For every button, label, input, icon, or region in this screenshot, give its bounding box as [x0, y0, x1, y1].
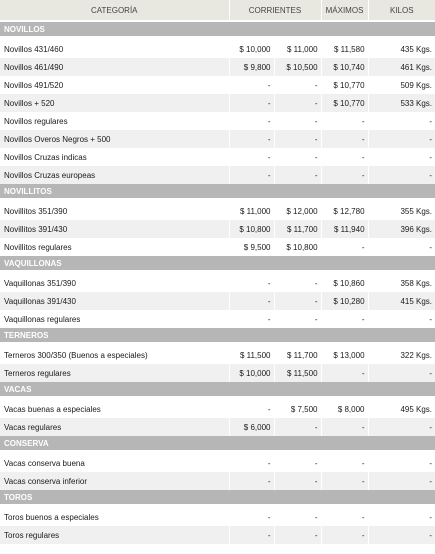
table-row: [0, 112, 435, 130]
corrientes-min-cell: -: [229, 292, 274, 310]
corrientes-max-cell: -: [274, 526, 321, 544]
category-cell: Toros buenos a especiales: [0, 506, 229, 526]
kilos-cell: 461 Kgs.: [368, 58, 435, 76]
corrientes-max-cell: -: [274, 472, 321, 490]
corrientes-min-cell: $ 10,000: [229, 364, 274, 382]
table-row: [0, 344, 435, 364]
maximos-cell: -: [321, 166, 368, 184]
corrientes-max-cell: -: [274, 130, 321, 148]
section-title: TERNEROS: [0, 328, 435, 344]
kilos-cell: -: [368, 506, 435, 526]
table-row: [0, 200, 435, 220]
kilos-cell: 533 Kgs.: [368, 94, 435, 112]
category-cell: Novillos regulares: [0, 112, 229, 130]
maximos-cell: -: [321, 418, 368, 436]
table-row: [0, 130, 435, 148]
kilos-cell: -: [368, 112, 435, 130]
category-cell: Toros regulares: [0, 526, 229, 544]
table-header: [0, 0, 435, 21]
corrientes-min-cell: -: [229, 452, 274, 472]
corrientes-min-cell: -: [229, 506, 274, 526]
header-corrientes: CORRIENTES: [229, 0, 321, 21]
corrientes-min-cell: -: [229, 166, 274, 184]
corrientes-max-cell: $ 11,700: [274, 344, 321, 364]
table-row: [0, 238, 435, 256]
table-row: [0, 58, 435, 76]
category-cell: Terneros regulares: [0, 364, 229, 382]
corrientes-max-cell: -: [274, 94, 321, 112]
table-row: [0, 526, 435, 544]
corrientes-max-cell: $ 12,000: [274, 200, 321, 220]
section-title: VACAS: [0, 382, 435, 398]
kilos-cell: 358 Kgs.: [368, 272, 435, 292]
corrientes-min-cell: -: [229, 94, 274, 112]
corrientes-min-cell: $ 6,000: [229, 418, 274, 436]
kilos-cell: -: [368, 310, 435, 328]
corrientes-max-cell: -: [274, 166, 321, 184]
maximos-cell: $ 10,280: [321, 292, 368, 310]
section-header: [0, 184, 435, 200]
table-row: [0, 38, 435, 58]
table-row: [0, 272, 435, 292]
category-cell: Novillos Cruzas europeas: [0, 166, 229, 184]
table-row: [0, 310, 435, 328]
table-row: [0, 364, 435, 382]
corrientes-max-cell: -: [274, 112, 321, 130]
corrientes-max-cell: -: [274, 418, 321, 436]
maximos-cell: $ 10,740: [321, 58, 368, 76]
kilos-cell: 355 Kgs.: [368, 200, 435, 220]
section-title: CONSERVA: [0, 436, 435, 452]
category-cell: Novillos 461/490: [0, 58, 229, 76]
category-cell: Vacas buenas a especiales: [0, 398, 229, 418]
kilos-cell: -: [368, 364, 435, 382]
kilos-cell: -: [368, 148, 435, 166]
maximos-cell: -: [321, 310, 368, 328]
table-row: [0, 94, 435, 112]
maximos-cell: -: [321, 148, 368, 166]
kilos-cell: -: [368, 526, 435, 544]
section-header: [0, 328, 435, 344]
section-header: [0, 436, 435, 452]
kilos-cell: 495 Kgs.: [368, 398, 435, 418]
corrientes-max-cell: $ 11,700: [274, 220, 321, 238]
table-row: [0, 76, 435, 94]
category-cell: Vaquillonas 351/390: [0, 272, 229, 292]
corrientes-min-cell: $ 10,800: [229, 220, 274, 238]
maximos-cell: $ 13,000: [321, 344, 368, 364]
table-row: [0, 398, 435, 418]
kilos-cell: -: [368, 238, 435, 256]
maximos-cell: -: [321, 238, 368, 256]
corrientes-max-cell: $ 10,500: [274, 58, 321, 76]
corrientes-min-cell: -: [229, 310, 274, 328]
kilos-cell: -: [368, 130, 435, 148]
maximos-cell: $ 11,940: [321, 220, 368, 238]
kilos-cell: -: [368, 452, 435, 472]
corrientes-max-cell: $ 7,500: [274, 398, 321, 418]
maximos-cell: $ 10,860: [321, 272, 368, 292]
corrientes-min-cell: -: [229, 398, 274, 418]
category-cell: Novillos Cruzas indicas: [0, 148, 229, 166]
category-cell: Novillos + 520: [0, 94, 229, 112]
corrientes-max-cell: -: [274, 310, 321, 328]
category-cell: Novillos Overos Negros + 500: [0, 130, 229, 148]
section-header: [0, 256, 435, 272]
corrientes-max-cell: $ 11,000: [274, 38, 321, 58]
table-row: [0, 452, 435, 472]
category-cell: Novillos 491/520: [0, 76, 229, 94]
corrientes-min-cell: -: [229, 130, 274, 148]
section-header: [0, 382, 435, 398]
maximos-cell: $ 10,770: [321, 76, 368, 94]
kilos-cell: 415 Kgs.: [368, 292, 435, 310]
corrientes-max-cell: -: [274, 148, 321, 166]
corrientes-min-cell: $ 10,000: [229, 38, 274, 58]
table-row: [0, 418, 435, 436]
corrientes-min-cell: -: [229, 148, 274, 166]
category-cell: Novillos 431/460: [0, 38, 229, 58]
corrientes-max-cell: -: [274, 452, 321, 472]
kilos-cell: 396 Kgs.: [368, 220, 435, 238]
header-kilos: KILOS: [368, 0, 435, 21]
section-title: NOVILLOS: [0, 21, 435, 38]
corrientes-max-cell: $ 10,800: [274, 238, 321, 256]
corrientes-min-cell: -: [229, 472, 274, 490]
corrientes-min-cell: $ 11,000: [229, 200, 274, 220]
kilos-cell: 509 Kgs.: [368, 76, 435, 94]
corrientes-min-cell: $ 11,500: [229, 344, 274, 364]
corrientes-min-cell: $ 9,800: [229, 58, 274, 76]
maximos-cell: -: [321, 452, 368, 472]
corrientes-max-cell: -: [274, 506, 321, 526]
table-row: [0, 472, 435, 490]
corrientes-max-cell: $ 11,500: [274, 364, 321, 382]
table-body: [0, 21, 435, 544]
category-cell: Vacas conserva inferior: [0, 472, 229, 490]
table-row: [0, 220, 435, 238]
table-row: [0, 292, 435, 310]
corrientes-min-cell: -: [229, 76, 274, 94]
category-cell: Terneros 300/350 (Buenos a especiales): [0, 344, 229, 364]
corrientes-min-cell: -: [229, 272, 274, 292]
corrientes-max-cell: -: [274, 76, 321, 94]
category-cell: Novillitos 351/390: [0, 200, 229, 220]
section-header: [0, 490, 435, 506]
category-cell: Vaquillonas regulares: [0, 310, 229, 328]
corrientes-max-cell: -: [274, 292, 321, 310]
kilos-cell: 435 Kgs.: [368, 38, 435, 58]
maximos-cell: -: [321, 506, 368, 526]
maximos-cell: -: [321, 130, 368, 148]
category-cell: Vacas regulares: [0, 418, 229, 436]
kilos-cell: -: [368, 418, 435, 436]
maximos-cell: -: [321, 526, 368, 544]
kilos-cell: 322 Kgs.: [368, 344, 435, 364]
maximos-cell: -: [321, 364, 368, 382]
corrientes-max-cell: -: [274, 272, 321, 292]
table-row: [0, 506, 435, 526]
corrientes-min-cell: $ 9,500: [229, 238, 274, 256]
maximos-cell: -: [321, 472, 368, 490]
section-title: VAQUILLONAS: [0, 256, 435, 272]
maximos-cell: $ 10,770: [321, 94, 368, 112]
maximos-cell: $ 8,000: [321, 398, 368, 418]
kilos-cell: -: [368, 166, 435, 184]
corrientes-min-cell: -: [229, 112, 274, 130]
maximos-cell: $ 11,580: [321, 38, 368, 58]
kilos-cell: -: [368, 472, 435, 490]
category-cell: Vacas conserva buena: [0, 452, 229, 472]
category-cell: Novillitos 391/430: [0, 220, 229, 238]
category-cell: Vaquillonas 391/430: [0, 292, 229, 310]
section-header: [0, 21, 435, 38]
maximos-cell: -: [321, 112, 368, 130]
header-maximos: MÁXIMOS: [321, 0, 368, 21]
header-categoria: CATEGORÍA: [0, 0, 229, 21]
corrientes-min-cell: -: [229, 526, 274, 544]
table-row: [0, 148, 435, 166]
maximos-cell: $ 12,780: [321, 200, 368, 220]
section-title: TOROS: [0, 490, 435, 506]
table-row: [0, 166, 435, 184]
section-title: NOVILLITOS: [0, 184, 435, 200]
category-cell: Novillitos regulares: [0, 238, 229, 256]
